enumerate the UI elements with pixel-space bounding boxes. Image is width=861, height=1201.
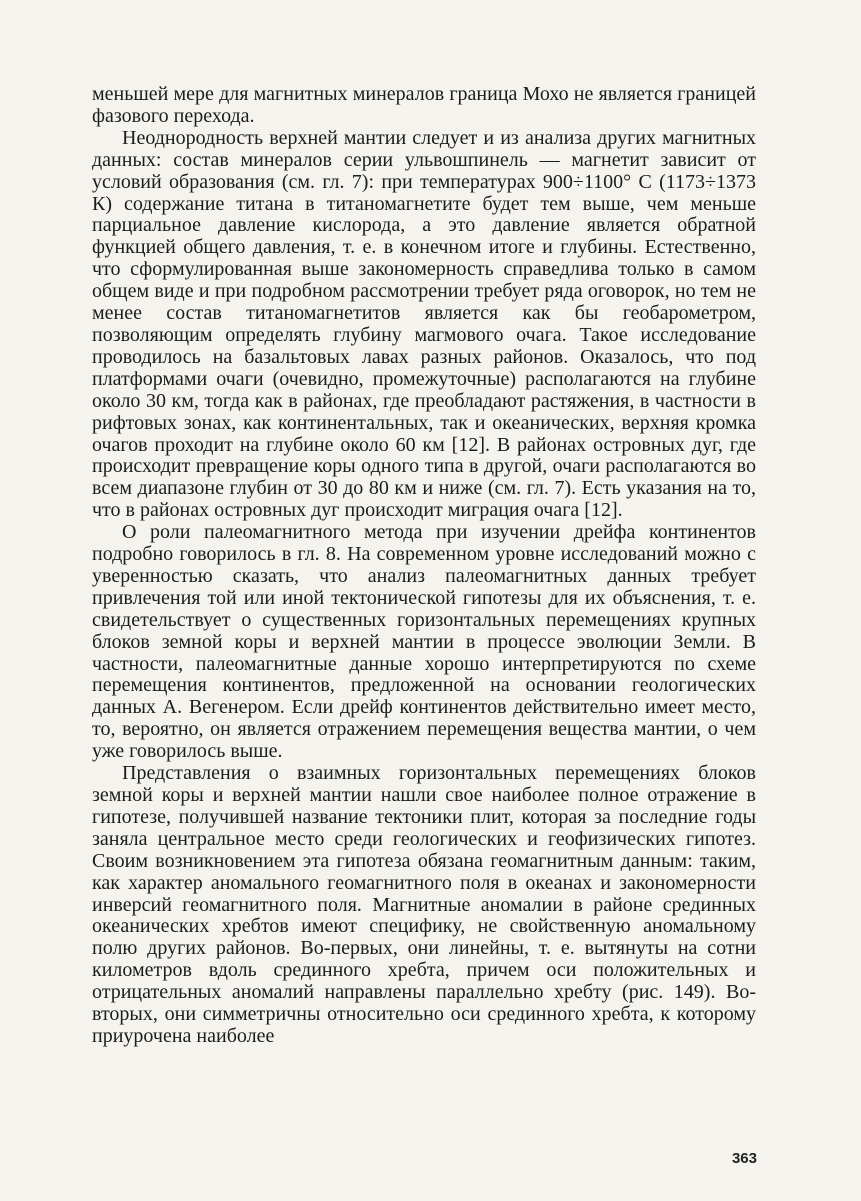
paragraph: Неоднородность верхней мантии следует и из анализа других магнитных данных: состав минералов серии ульвошпинель — магнетит зависит от условий образования (см. гл. 7): при температурах 900÷1100° С (1173÷1373 К) содержание титана в титаномагнетите будет тем выше, чем меньше парциальное давление кислорода, а это давление является обратной функцией общего давления, т. е. в конечном итоге и глубины. Естественно, что сформулированная выше закономерность справедлива только в самом общем виде и при подробном рассмотрении требует ряда оговорок, но тем не менее состав титаномагнетитов является как бы геобарометром, позволяющим определять глубину магмового очага. Такое исследование проводилось на базальтовых лавах разных районов. Оказалось, что под платформами очаги (очевидно, промежуточные) располагаются на глубине около 30 км, тогда как в районах, где преобладают растяжения, в частности в рифтовых зонах, как континентальных, так и океанических, верхняя кромка очагов проходит на глубине около 60 км [12]. В районах островных дуг, где происходит превращение коры одного типа в другой, очаги располагаются во всем диапазоне глубин от 30 до 80 км и ниже (см. гл. 7). Есть указания на то, что в районах островных дуг происходит миграция очага [12]. [92, 126, 756, 522]
paragraph: О роли палеомагнитного метода при изучении дрейфа континентов подробно говорилось в гл. 8. На современном уровне исследований можно с уверенностью сказать, что анализ палеомагнитных данных требует привлечения той или иной тектонической гипотезы для их объяснения, т. е. свидетельствует о существенных горизонтальных перемещениях крупных блоков земной коры и верхней мантии в процессе эволюции Земли. В частности, палеомагнитные данные хорошо интерпретируются по схеме перемещения континентов, предложенной на основании геологических данных А. Вегенером. Если дрейф континентов действительно имеет место, то, вероятно, он является отражением перемещения вещества мантии, о чем уже говорилось выше. [92, 521, 756, 763]
page-number: 363 [731, 1150, 757, 1167]
paragraph: Представления о взаимных горизонтальных перемещениях блоков земной коры и верхней мантии нашли свое наиболее полное отражение в гипотезе, получившей название тектоники плит, которая за последние годы заняла центральное место среди геологических и геофизических гипотез. Своим возникновением эта гипотеза обязана геомагнитным данным: таким, как характер аномального геомагнитного поля в океанах и закономерности инверсий геомагнитного поля. Магнитные аномалии в районе срединных океанических хребтов имеют специфику, не свойственную аномальному полю других районов. Во-первых, они линейны, т. е. вытянуты на сотни километров вдоль срединного хребта, причем оси положительных и отрицательных аномалий направлены параллельно хребту (рис. 149). Во-вторых, они симметричны относительно оси срединного хребта, к которому приурочена наиболее [92, 762, 756, 1047]
body-text [92, 84, 756, 1048]
paragraph-continuation: меньшей мере для магнитных минералов граница Мохо не является границей фазового перехода. [92, 83, 756, 127]
